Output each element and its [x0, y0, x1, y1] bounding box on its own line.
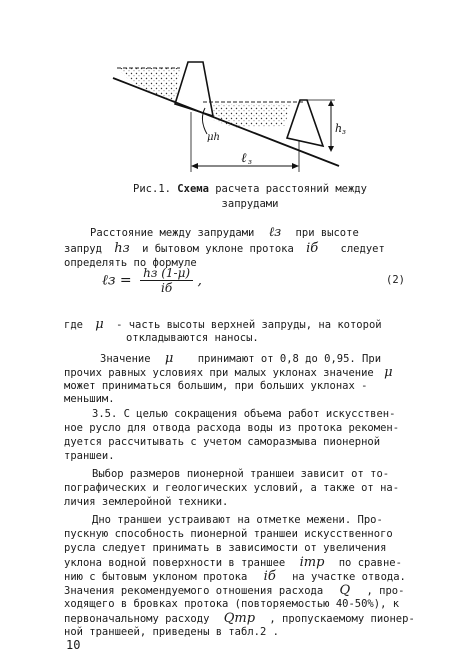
text-line: Значение μ принимают от 0,8 до 0,95. При: [100, 351, 382, 366]
text-line: пографических и геологических условий, а также от на-: [64, 482, 400, 494]
dam-scheme-figure: [95, 42, 365, 180]
text-line: прочих равных условиях при малых уклонах значение μ: [64, 365, 393, 380]
text-line: ной траншеей, приведены в табл.2 .: [64, 626, 279, 638]
symbol-i: iб: [306, 241, 319, 256]
symbol-itr: iтр: [299, 555, 325, 570]
text-line: пускную способность пионерной траншеи искусственного: [64, 528, 393, 540]
caption-bold: Схема: [177, 183, 209, 195]
symbol-mu: μ: [95, 317, 104, 332]
mu-h-bracket: [202, 108, 207, 134]
formula-2: ℓз = $\frac{hз (1-\mu)}{iб}$ ,: [102, 266, 202, 295]
text-line: откладываются наносы.: [126, 332, 259, 344]
text-line: ное русло для отвода расхода воды из протока рекомен-: [64, 422, 400, 434]
text-line: дуется рассчитывать с учетом саморазмыва пионерной: [64, 436, 381, 448]
text-line: Выбор размеров пионерной траншеи зависит от то-: [92, 468, 390, 480]
page-number: 10: [66, 638, 81, 652]
symbol-h: hз: [114, 241, 130, 256]
upper-sediment: [117, 68, 180, 102]
caption-rest: расчета расстояний между: [215, 183, 367, 195]
caption-prefix: Рис.1.: [133, 183, 171, 195]
symbol-mu: μ: [164, 351, 174, 366]
height-label: h: [335, 122, 343, 135]
lower-sediment: [213, 104, 290, 128]
text-line: русла следует принимать в зависимости от увеличения: [64, 542, 387, 554]
svg-text:з: з: [342, 128, 346, 136]
river-bed-slope: [113, 78, 339, 166]
text-line: Дно траншеи устраивают на отметке межени. Про-: [92, 514, 383, 526]
lower-dam: [287, 100, 323, 146]
text-line: первоначальному расходу Qтр , пропускаемому пионер-: [64, 611, 415, 626]
text-line: уклона водной поверхности в траншее iтр по сравне-: [64, 555, 402, 570]
length-label: ℓ: [241, 151, 247, 166]
text-line: ходящего в бровках протока (повторяемостью 40-50%), к: [64, 598, 400, 610]
formula-numerator: hз (1-μ): [140, 266, 193, 281]
text-line: личия землеройной техники.: [64, 496, 229, 508]
text-line: запруд hз и бытовом уклоне протока iб следует: [64, 241, 385, 256]
svg-text:з: з: [248, 158, 252, 166]
text-line: траншеи.: [64, 450, 115, 462]
equation-number: (2): [386, 274, 405, 286]
text-line: 3.5. С целью сокращения объема работ искусствен-: [92, 408, 396, 420]
text-line: может приниматься большим, при больших уклонах -: [64, 380, 368, 392]
text-line: меньшим.: [64, 393, 115, 405]
symbol-l: ℓз: [268, 225, 282, 240]
text-line: нию с бытовым уклоном протока iб на участке отвода.: [64, 569, 406, 584]
mu-h-label: μh: [207, 132, 220, 143]
upper-dam: [175, 62, 213, 116]
text-line: Значения рекомендуемого отношения расхода Q , про-: [64, 583, 405, 598]
symbol-ib: iб: [263, 569, 276, 584]
text-line: определять по формуле: [64, 257, 197, 269]
caption-line2: запрудами: [221, 198, 279, 210]
text-line: где μ - часть высоты верхней запруды, на которой: [64, 317, 382, 332]
text-line: Расстояние между запрудами ℓз при высоте: [90, 225, 359, 240]
figure-caption: [100, 182, 400, 212]
symbol-qtr: Qтр: [223, 611, 256, 626]
symbol-mu: μ: [384, 365, 393, 380]
formula-denominator: iб: [161, 281, 173, 295]
symbol-q: Q: [339, 583, 351, 598]
